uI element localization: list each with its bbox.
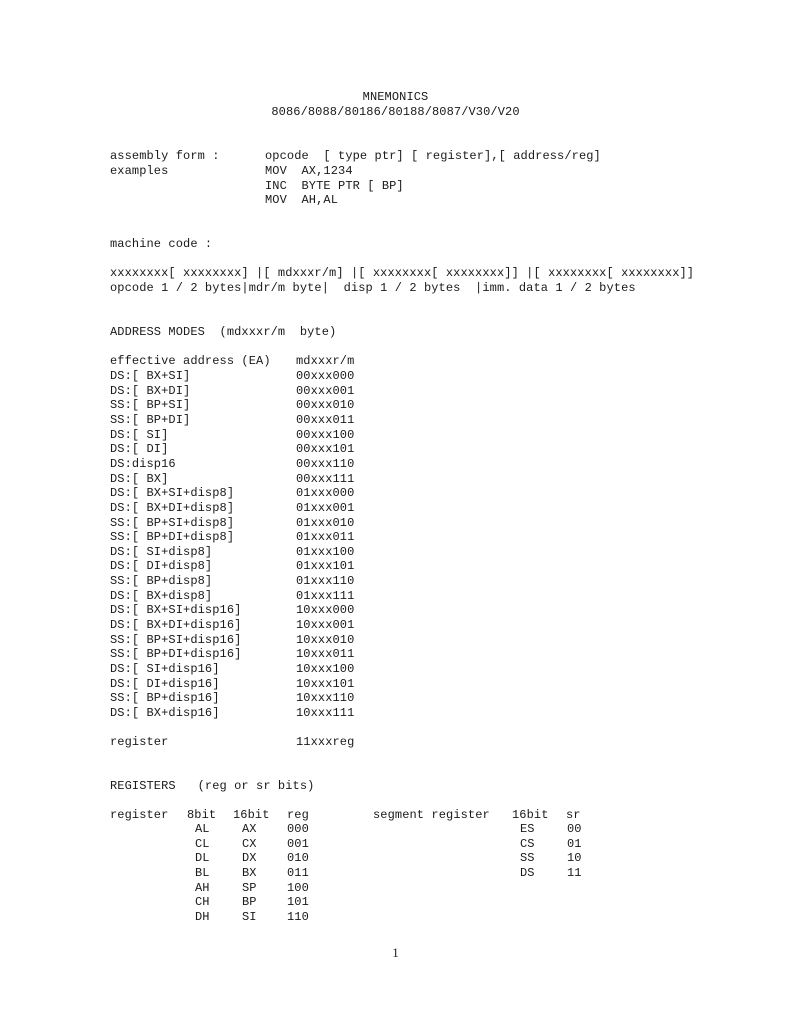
mdr-code: 00xxx010 bbox=[296, 398, 355, 412]
effective-address: DS:[ BX] bbox=[110, 472, 169, 486]
register-8bit: AH bbox=[195, 881, 210, 895]
mdr-code: 01xxx011 bbox=[296, 530, 355, 544]
register-reg-bits: 100 bbox=[287, 881, 309, 895]
machine-code-legend: opcode 1 / 2 bytes|mdr/m byte| disp 1 / 2 bytes |imm. data 1 / 2 bytes bbox=[110, 281, 636, 295]
register-mode-label: register bbox=[110, 735, 169, 749]
effective-address: SS:[ BP+DI+disp8] bbox=[110, 530, 235, 544]
register-reg-bits: 110 bbox=[287, 910, 309, 924]
effective-address: DS:[ BX+disp16] bbox=[110, 706, 220, 720]
mdr-code: 10xxx011 bbox=[296, 647, 355, 661]
segment-register-name: DS bbox=[520, 866, 535, 880]
register-16bit: DX bbox=[242, 851, 257, 865]
effective-address: DS:[ DI+disp8] bbox=[110, 559, 213, 573]
register-reg-bits: 011 bbox=[287, 866, 309, 880]
mdr-code: 01xxx110 bbox=[296, 574, 355, 588]
segment-16bit-column-header: 16bit bbox=[512, 808, 549, 822]
example-line: INC BYTE PTR [ BP] bbox=[265, 179, 404, 193]
effective-address: DS:disp16 bbox=[110, 457, 176, 471]
effective-address: DS:[ DI] bbox=[110, 442, 169, 456]
mdr-code: 10xxx100 bbox=[296, 662, 355, 676]
register-16bit: BX bbox=[242, 866, 257, 880]
segment-register-name: ES bbox=[520, 822, 535, 836]
register-8bit: CL bbox=[195, 837, 210, 851]
register-column-header: register bbox=[110, 808, 169, 822]
segment-register-sr-bits: 10 bbox=[567, 851, 582, 865]
segment-register-sr-bits: 01 bbox=[567, 837, 582, 851]
register-16bit: CX bbox=[242, 837, 257, 851]
ea-column-header: effective address (EA) bbox=[110, 354, 271, 368]
effective-address: DS:[ SI+disp8] bbox=[110, 545, 213, 559]
mdr-code: 00xxx111 bbox=[296, 472, 355, 486]
register-8bit: BL bbox=[195, 866, 210, 880]
register-reg-bits: 101 bbox=[287, 895, 309, 909]
example-line: MOV AX,1234 bbox=[265, 164, 353, 178]
doc-title: MNEMONICS bbox=[362, 90, 429, 104]
mdr-code: 00xxx110 bbox=[296, 457, 355, 471]
segment-register-sr-bits: 11 bbox=[567, 866, 582, 880]
register-16bit: SP bbox=[242, 881, 257, 895]
mdr-code: 00xxx000 bbox=[296, 369, 355, 383]
8bit-column-header: 8bit bbox=[187, 808, 217, 822]
effective-address: DS:[ BX+SI] bbox=[110, 369, 191, 383]
register-reg-bits: 000 bbox=[287, 822, 309, 836]
effective-address: DS:[ BX+DI+disp16] bbox=[110, 618, 242, 632]
mdr-code: 01xxx111 bbox=[296, 589, 355, 603]
mdr-code: 01xxx010 bbox=[296, 516, 355, 530]
mdr-code: 10xxx101 bbox=[296, 677, 355, 691]
mdr-code: 00xxx001 bbox=[296, 384, 355, 398]
register-16bit: SI bbox=[242, 910, 257, 924]
effective-address: DS:[ DI+disp16] bbox=[110, 677, 220, 691]
effective-address: DS:[ BX+DI+disp8] bbox=[110, 501, 235, 515]
effective-address: DS:[ BX+disp8] bbox=[110, 589, 213, 603]
register-8bit: CH bbox=[195, 895, 210, 909]
mdr-code: 00xxx011 bbox=[296, 413, 355, 427]
effective-address: DS:[ BX+SI+disp16] bbox=[110, 603, 242, 617]
example-line: MOV AH,AL bbox=[265, 193, 339, 207]
sr-column-header: sr bbox=[566, 808, 581, 822]
mdr-code: 01xxx101 bbox=[296, 559, 355, 573]
mdr-code: 10xxx110 bbox=[296, 691, 355, 705]
register-8bit: AL bbox=[195, 822, 210, 836]
register-8bit: DL bbox=[195, 851, 210, 865]
mdr-column-header: mdxxxr/m bbox=[296, 354, 355, 368]
effective-address: SS:[ BP+SI+disp8] bbox=[110, 516, 235, 530]
assembly-form-label: assembly form : bbox=[110, 149, 220, 163]
effective-address: DS:[ BX+DI] bbox=[110, 384, 191, 398]
register-16bit: AX bbox=[242, 822, 257, 836]
machine-code-format: xxxxxxxx[ xxxxxxxx] |[ mdxxxr/m] |[ xxxxxxxx[ xxxxxxxx]] |[ xxxxxxxx[ xxxxxxxx]] bbox=[110, 266, 695, 280]
segment-register-name: CS bbox=[520, 837, 535, 851]
mdr-code: 10xxx000 bbox=[296, 603, 355, 617]
examples-label: examples bbox=[110, 164, 169, 178]
assembly-form-value: opcode [ type ptr] [ register],[ address/reg] bbox=[265, 149, 601, 163]
page-number: 1 bbox=[392, 945, 399, 960]
register-mode-code: 11xxxreg bbox=[296, 735, 355, 749]
segment-register-sr-bits: 00 bbox=[567, 822, 582, 836]
effective-address: DS:[ SI] bbox=[110, 428, 169, 442]
effective-address: DS:[ BX+SI+disp8] bbox=[110, 486, 235, 500]
mdr-code: 00xxx100 bbox=[296, 428, 355, 442]
effective-address: DS:[ SI+disp16] bbox=[110, 662, 220, 676]
doc-subtitle: 8086/8088/80186/80188/8087/V30/V20 bbox=[271, 105, 520, 119]
mdr-code: 01xxx100 bbox=[296, 545, 355, 559]
reg-column-header: reg bbox=[287, 808, 309, 822]
effective-address: SS:[ BP+SI] bbox=[110, 398, 191, 412]
effective-address: SS:[ BP+DI+disp16] bbox=[110, 647, 242, 661]
segment-register-column-header: segment register bbox=[373, 808, 490, 822]
mdr-code: 10xxx010 bbox=[296, 633, 355, 647]
effective-address: SS:[ BP+disp8] bbox=[110, 574, 213, 588]
mdr-code: 00xxx101 bbox=[296, 442, 355, 456]
mdr-code: 10xxx111 bbox=[296, 706, 355, 720]
machine-code-label: machine code : bbox=[110, 237, 213, 251]
16bit-column-header: 16bit bbox=[233, 808, 270, 822]
registers-heading: REGISTERS (reg or sr bits) bbox=[110, 779, 315, 793]
mdr-code: 10xxx001 bbox=[296, 618, 355, 632]
register-reg-bits: 001 bbox=[287, 837, 309, 851]
segment-register-name: SS bbox=[520, 851, 535, 865]
mdr-code: 01xxx000 bbox=[296, 486, 355, 500]
effective-address: SS:[ BP+disp16] bbox=[110, 691, 220, 705]
register-8bit: DH bbox=[195, 910, 210, 924]
register-16bit: BP bbox=[242, 895, 257, 909]
address-modes-heading: ADDRESS MODES (mdxxxr/m byte) bbox=[110, 325, 337, 339]
effective-address: SS:[ BP+SI+disp16] bbox=[110, 633, 242, 647]
mdr-code: 01xxx001 bbox=[296, 501, 355, 515]
effective-address: SS:[ BP+DI] bbox=[110, 413, 191, 427]
register-reg-bits: 010 bbox=[287, 851, 309, 865]
